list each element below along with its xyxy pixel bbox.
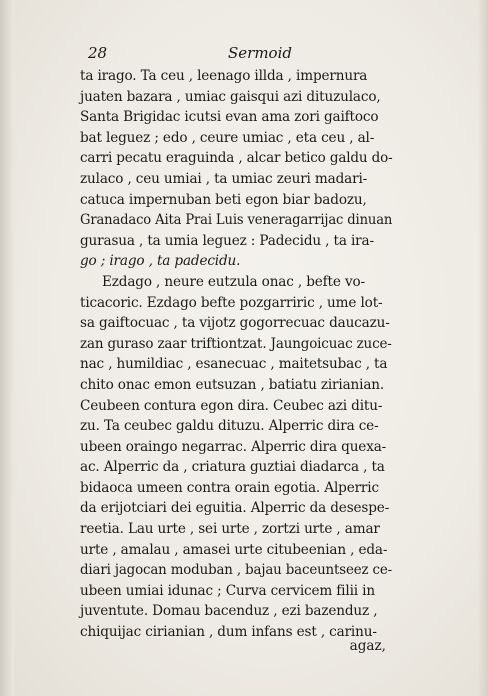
text-line: Ceubeen contura egon dira. Ceubec azi ditu- — [80, 397, 383, 414]
text-line: catuca impernuban beti egon biar badozu, — [80, 191, 367, 208]
binding-gutter — [0, 0, 14, 696]
text-line: nac , humildiac , esanecuac , maitetsubac , ta — [80, 356, 388, 373]
text-line: reetia. Lau urte , sei urte , zortzi urte , amar — [80, 521, 380, 538]
text-line: zulaco , ceu umiai , ta umiac zeuri madari- — [80, 170, 368, 187]
text-line: juventute. Domau bacenduz , ezi bazenduz , — [80, 603, 378, 620]
text-line: zu. Ta ceubec galdu dituzu. Alperric dira ce- — [80, 418, 379, 435]
text-line: ubeen oraingo negarrac. Alperric dira quexa- — [80, 438, 387, 455]
text-line: urte , amalau , amasei urte citubeenian , eda- — [80, 541, 388, 558]
text-line: chiquijac cirianian , dum infans est , carinu- — [80, 624, 377, 641]
page-edge — [478, 0, 488, 696]
text-line: go ; irago , ta padecidu. — [80, 253, 241, 270]
text-line: ac. Alperric da , criatura guztiai diadarca , ta — [80, 459, 385, 476]
text-line: Ezdago , neure eutzula onac , befte vo- — [102, 273, 365, 290]
text-line: juaten bazara , umiac gaisqui azi dituzulaco, — [80, 88, 381, 105]
page-header — [88, 44, 388, 66]
text-line: carri pecatu eraguinda , alcar betico galdu do- — [80, 150, 393, 167]
text-line: Granadaco Aita Prai Luis veneragarrijac dinuan — [80, 212, 393, 229]
text-line: bat leguez ; edo , ceure umiac , eta ceu , al- — [80, 129, 375, 146]
text-line: ta irago. Ta ceu , leenago illda , impernura — [80, 68, 368, 84]
running-title: Sermoid — [228, 44, 292, 62]
body-text — [80, 66, 392, 643]
text-line: chito onac emon eutsuzan , batiatu zirianian. — [80, 376, 385, 393]
catchword: agaz, — [349, 638, 386, 654]
text-line: sa gaiftocuac , ta vijotz gogorrecuac daucazu- — [80, 315, 390, 332]
text-line: bidaoca umeen contra orain egotia. Alperric — [80, 479, 379, 496]
page-number: 28 — [88, 44, 108, 62]
text-line: Santa Brigidac icutsi evan ama zori gaiftoco — [80, 109, 379, 126]
text-line: gurasua , ta umia leguez : Padecidu , ta ira- — [80, 232, 374, 249]
text-line: zan guraso zaar triftiontzat. Jaungoicuac zuce- — [80, 335, 392, 352]
text-line: da erijotciari dei eguitia. Alperric da desespe- — [80, 500, 390, 517]
text-line: ubeen umiai idunac ; Curva cervicem filii in — [80, 582, 375, 599]
text-line: diari jagocan moduban , bajau baceuntseez ce- — [80, 562, 393, 579]
text-line: ticacoric. Ezdago befte pozgarriric , ume lot- — [80, 294, 383, 311]
